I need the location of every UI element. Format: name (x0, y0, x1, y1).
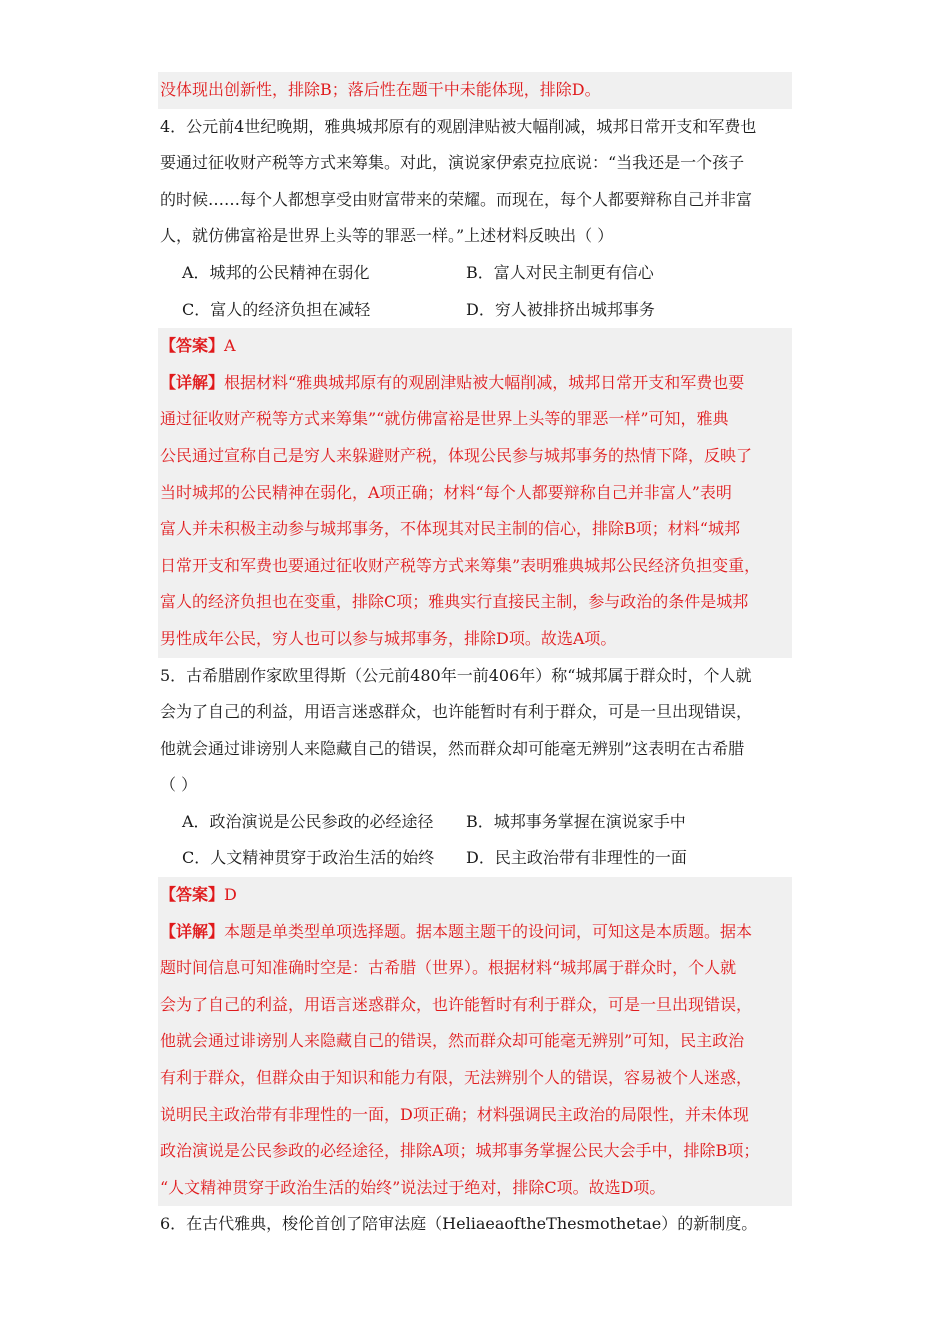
q5-option-d: D．民主政治带有非理性的一面 (466, 848, 687, 868)
q4-stem-line-2: 要通过征收财产税等方式来筹集。对此，演说家伊索克拉底说：“当我还是一个孩子 (160, 153, 745, 173)
q6-stem-line-1: 6．在古代雅典，梭伦首创了陪审法庭（HeliaeaoftheThesmothetae）的新制度。 (160, 1214, 758, 1234)
q4-stem-line-3: 的时候……每个人都想享受由财富带来的荣耀。而现在，每个人都要辩称自己并非富 (160, 189, 753, 209)
q5-detail-line-6: 说明民主政治带有非理性的一面，D项正确；材料强调民主政治的局限性，并未体现 (160, 1104, 749, 1124)
q4-detail-line-5: 富人并未积极主动参与城邦事务，不体现其对民主制的信心，排除B项；材料“城邦 (160, 519, 740, 539)
q4-answer-label: 【答案】 (160, 336, 225, 356)
q5-detail-line-3: 会为了自己的利益，用语言迷惑群众，也许能暂时有利于群众，可是一旦出现错误， (160, 994, 753, 1014)
document-page (160, 72, 792, 1243)
q5-stem-line-1: 5．古希腊剧作家欧里得斯（公元前480年一前406年）称“城邦属于群众时，个人就 (160, 665, 752, 685)
question-6 (160, 1206, 792, 1243)
q4-stem-line-1: 4．公元前4世纪晚期，雅典城邦原有的观剧津贴被大幅削减，城邦日常开支和军费也 (160, 116, 757, 136)
q5-option-b: B．城邦事务掌握在演说家手中 (466, 811, 686, 831)
q4-detail-line-4: 当时城邦的公民精神在弱化，A项正确；材料“每个人都要辩称自己并非富人”表明 (160, 482, 732, 502)
q5-options-row-1 (160, 804, 792, 841)
q5-detail-line-2: 题时间信息可知准确时空是：古希腊（世界）。根据材料“城邦属于群众时，个人就 (160, 958, 737, 978)
question-4 (160, 109, 792, 658)
q4-detail-line-6: 日常开支和军费也要通过征收财产税等方式来筹集”表明雅典城邦公民经济负担变重， (160, 555, 761, 575)
q4-detail-line-3: 公民通过宣称自己是穷人来躲避财产税，体现公民参与城邦事务的热情下降，反映了 (160, 445, 753, 465)
q5-answer-block (158, 877, 792, 1206)
q5-stem-line-3: 他就会通过诽谤别人来隐藏自己的错误，然而群众却可能毫无辨别”这表明在古希腊 (160, 738, 745, 758)
q5-detail-line-8: “人文精神贯穿于政治生活的始终”说法过于绝对，排除C项。故选D项。 (160, 1177, 666, 1197)
q4-answer-block (158, 328, 792, 657)
q5-detail-line-7: 政治演说是公民参政的必经途径，排除A项；城邦事务掌握公民大会手中，排除B项； (160, 1141, 760, 1161)
q5-detail-label: 【详解】 (160, 921, 225, 941)
q5-detail-line-4: 他就会通过诽谤别人来隐藏自己的错误，然而群众却可能毫无辨别”可知，民主政治 (160, 1031, 745, 1051)
q4-detail-label: 【详解】 (160, 372, 225, 392)
q5-options-row-2 (160, 840, 792, 877)
q4-option-a: A．城邦的公民精神在弱化 (182, 262, 370, 282)
q4-detail-line-1 (160, 365, 792, 402)
q5-option-a: A．政治演说是公民参政的必经途径 (182, 811, 434, 831)
q4-option-d: D．穷人被排挤出城邦事务 (466, 299, 655, 319)
q4-detail-line-8: 男性成年公民，穷人也可以参与城邦事务，排除D项。故选A项。 (160, 628, 617, 648)
q5-stem-line-2: 会为了自己的利益，用语言迷惑群众，也许能暂时有利于群众，可是一旦出现错误， (160, 702, 753, 722)
q4-option-b: B．富人对民主制更有信心 (466, 262, 654, 282)
q5-answer-line (160, 877, 792, 914)
q4-answer-value: A (224, 336, 236, 356)
q5-stem-line-4: （ ） (160, 775, 198, 795)
q4-detail-text-1: 根据材料“雅典城邦原有的观剧津贴被大幅削减，城邦日常开支和军费也要 (224, 372, 745, 392)
q5-option-c: C．人文精神贯穿于政治生活的始终 (182, 848, 435, 868)
question-5 (160, 658, 792, 1207)
q5-answer-label: 【答案】 (160, 885, 225, 905)
q4-option-c: C．富人的经济负担在减轻 (182, 299, 371, 319)
q5-detail-line-5: 有利于群众，但群众由于知识和能力有限，无法辨别个人的错误，容易被个人迷惑， (160, 1068, 753, 1088)
q4-stem-line-4: 人，就仿佛富裕是世界上头等的罪恶一样。”上述材料反映出（ ） (160, 226, 614, 246)
q5-answer-value: D (224, 885, 237, 905)
q4-detail-line-2: 通过征收财产税等方式来筹集”“就仿佛富裕是世界上头等的罪恶一样”可知，雅典 (160, 409, 729, 429)
prev-explanation-line: 没体现出创新性，排除B；落后性在题干中未能体现，排除D。 (158, 72, 792, 109)
q4-detail-line-7: 富人的经济负担也在变重，排除C项；雅典实行直接民主制，参与政治的条件是城邦 (160, 592, 749, 612)
q5-detail-text-1: 本题是单类型单项选择题。据本题主题干的设问词，可知这是本质题。据本 (224, 921, 753, 941)
q5-detail-line-1 (160, 914, 792, 951)
q4-options-row-1 (160, 255, 792, 292)
q4-options-row-2 (160, 292, 792, 329)
q4-answer-line (160, 328, 792, 365)
